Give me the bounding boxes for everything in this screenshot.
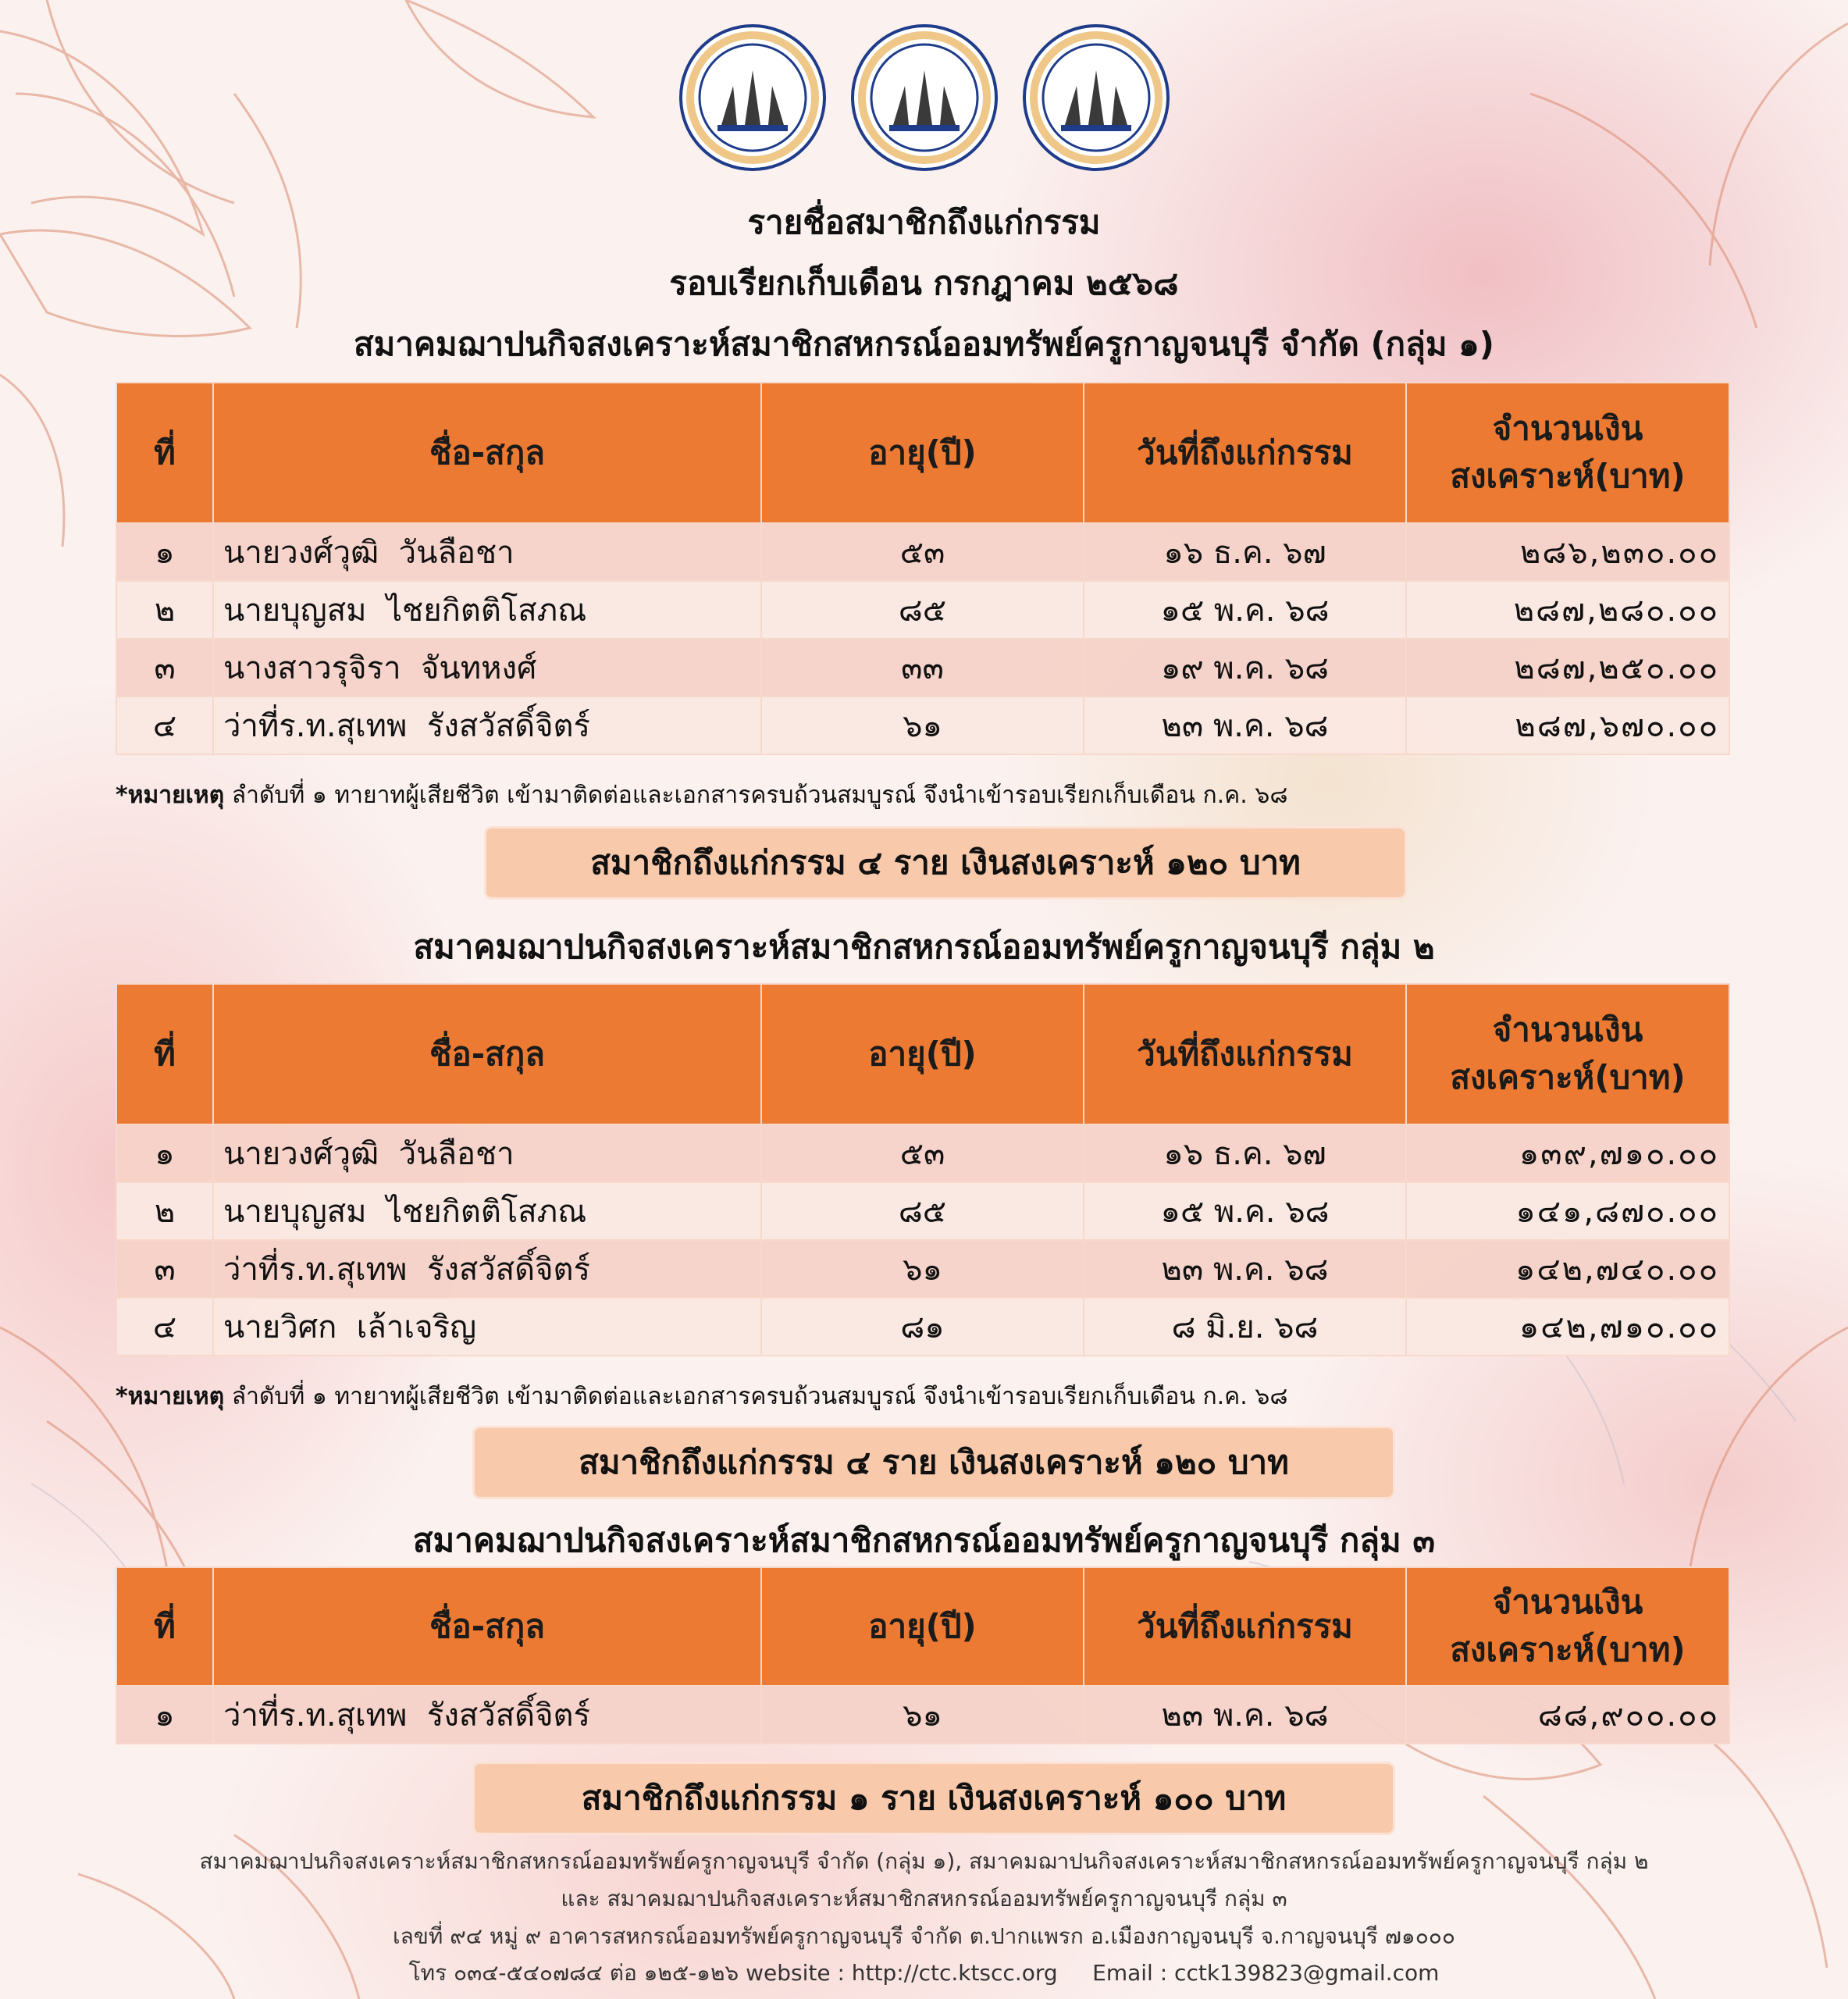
col-name: ชื่อ-สกุล (213, 984, 761, 1124)
table-row: ๓ นางสาวรุจิรา จันทหงศ์ ๓๓ ๑๙ พ.ค. ๖๘ ๒๘๗,๒๕๐.๐๐ (116, 639, 1729, 697)
association-logo-3 (1022, 23, 1170, 172)
association-logo-1 (678, 23, 827, 172)
group1-heading: สมาคมฌาปนกิจสงเคราะห์สมาชิกสหกรณ์ออมทรัพย์ครูกาญจนบุรี จำกัด (กลุ่ม ๑) (354, 325, 1494, 363)
col-age: อายุ(ปี) (761, 1567, 1084, 1686)
table-row: ๒ นายบุญสม ไชยกิตติโสภณ ๘๕ ๑๕ พ.ค. ๖๘ ๑๔๑,๘๗๐.๐๐ (116, 1182, 1729, 1240)
group2-note: *หมายเหตุ ลำดับที่ ๑ ทายาทผู้เสียชีวิต เข้ามาติดต่อและเอกสารครบถ้วนสมบูรณ์ จึงนำเข้ารอบเรียกเก็บเดือน ก.ค. ๖๘ (116, 1383, 1288, 1410)
table-header-row (116, 984, 1729, 1124)
table-row: ๑ ว่าที่ร.ท.สุเทพ รังสวัสดิ์จิตร์ ๖๑ ๒๓ พ.ค. ๖๘ ๘๘,๙๐๐.๐๐ (116, 1686, 1729, 1744)
table-row: ๔ ว่าที่ร.ท.สุเทพ รังสวัสดิ์จิตร์ ๖๑ ๒๓ พ.ค. ๖๘ ๒๘๗,๖๗๐.๐๐ (116, 697, 1729, 754)
logo-row (0, 23, 1848, 172)
association-logo-2 (850, 23, 999, 172)
col-no: ที่ (116, 1567, 213, 1686)
page-subtitle: รอบเรียกเก็บเดือน กรกฎาคม ๒๕๖๘ (669, 264, 1179, 302)
table-row: ๑ นายวงศ์วุฒิ วันลือชา ๕๓ ๑๖ ธ.ค. ๖๗ ๒๘๖,๒๓๐.๐๐ (116, 523, 1729, 581)
table-row: ๓ ว่าที่ร.ท.สุเทพ รังสวัสดิ์จิตร์ ๖๑ ๒๓ พ.ค. ๖๘ ๑๔๒,๗๔๐.๐๐ (116, 1240, 1729, 1298)
group3-heading: สมาคมฌาปนกิจสงเคราะห์สมาชิกสหกรณ์ออมทรัพย์ครูกาญจนบุรี กลุ่ม ๓ (412, 1521, 1436, 1559)
table-row: ๒ นายบุญสม ไชยกิตติโสภณ ๘๕ ๑๕ พ.ค. ๖๘ ๒๘๗,๒๘๐.๐๐ (116, 581, 1729, 639)
col-age: อายุ(ปี) (761, 383, 1084, 523)
group2-summary: สมาชิกถึงแก่กรรม ๔ ราย เงินสงเคราะห์ ๑๒๐ บาท (472, 1426, 1395, 1499)
col-amount: จำนวนเงิน สงเคราะห์(บาท) (1406, 383, 1729, 523)
table-header-row (116, 383, 1729, 523)
col-name: ชื่อ-สกุล (213, 1567, 761, 1686)
col-age: อายุ(ปี) (761, 984, 1084, 1124)
table-header-row (116, 1567, 1729, 1686)
group1-table (116, 382, 1730, 755)
group3-summary: สมาชิกถึงแก่กรรม ๑ ราย เงินสงเคราะห์ ๑๐๐ บาท (472, 1762, 1395, 1835)
page-title: รายชื่อสมาชิกถึงแก่กรรม (747, 203, 1101, 241)
footer-address: เลขที่ ๙๔ หมู่ ๙ อาคารสหกรณ์ออมทรัพย์ครูกาญจนบุรี จำกัด ต.ปากแพรก อ.เมืองกาญจนบุรี จ.กาญจนบุรี ๗๑๐๐๐ (393, 1923, 1455, 1949)
col-date: วันที่ถึงแก่กรรม (1084, 1567, 1406, 1686)
table-row: ๔ นายวิศก เล้าเจริญ ๘๑ ๘ มิ.ย. ๖๘ ๑๔๒,๗๑๐.๐๐ (116, 1298, 1729, 1356)
col-date: วันที่ถึงแก่กรรม (1084, 984, 1406, 1124)
col-name: ชื่อ-สกุล (213, 383, 761, 523)
col-date: วันที่ถึงแก่กรรม (1084, 383, 1406, 523)
group1-summary: สมาชิกถึงแก่กรรม ๔ ราย เงินสงเคราะห์ ๑๒๐ บาท (484, 826, 1407, 900)
col-no: ที่ (116, 383, 213, 523)
group1-note: *หมายเหตุ ลำดับที่ ๑ ทายาทผู้เสียชีวิต เข้ามาติดต่อและเอกสารครบถ้วนสมบูรณ์ จึงนำเข้ารอบเรียกเก็บเดือน ก.ค. ๖๘ (116, 782, 1288, 809)
footer-contact: โทร ๐๓๔-๕๔๐๗๘๔ ต่อ ๑๒๕-๑๒๖ website : http://ctc.ktscc.org Email : cctk139823@gmail.com (408, 1960, 1440, 1986)
group2-table (116, 983, 1730, 1356)
col-amount: จำนวนเงิน สงเคราะห์(บาท) (1406, 1567, 1729, 1686)
group2-heading: สมาคมฌาปนกิจสงเคราะห์สมาชิกสหกรณ์ออมทรัพย์ครูกาญจนบุรี กลุ่ม ๒ (413, 928, 1435, 966)
col-no: ที่ (116, 984, 213, 1124)
footer-line-2: และ สมาคมฌาปนกิจสงเคราะห์สมาชิกสหกรณ์ออมทรัพย์ครูกาญจนบุรี กลุ่ม ๓ (561, 1886, 1287, 1912)
col-amount: จำนวนเงิน สงเคราะห์(บาท) (1406, 984, 1729, 1124)
table-row: ๑ นายวงศ์วุฒิ วันลือชา ๕๓ ๑๖ ธ.ค. ๖๗ ๑๓๙,๗๑๐.๐๐ (116, 1124, 1729, 1182)
group3-table (116, 1566, 1730, 1744)
footer-line-1: สมาคมฌาปนกิจสงเคราะห์สมาชิกสหกรณ์ออมทรัพย์ครูกาญจนบุรี จำกัด (กลุ่ม ๑), สมาคมฌาปนกิจสงเคราะห์สมาชิกสหกรณ์ออมทรัพย์ครูกาญจนบุรี กลุ่ม ๒ (199, 1848, 1649, 1874)
